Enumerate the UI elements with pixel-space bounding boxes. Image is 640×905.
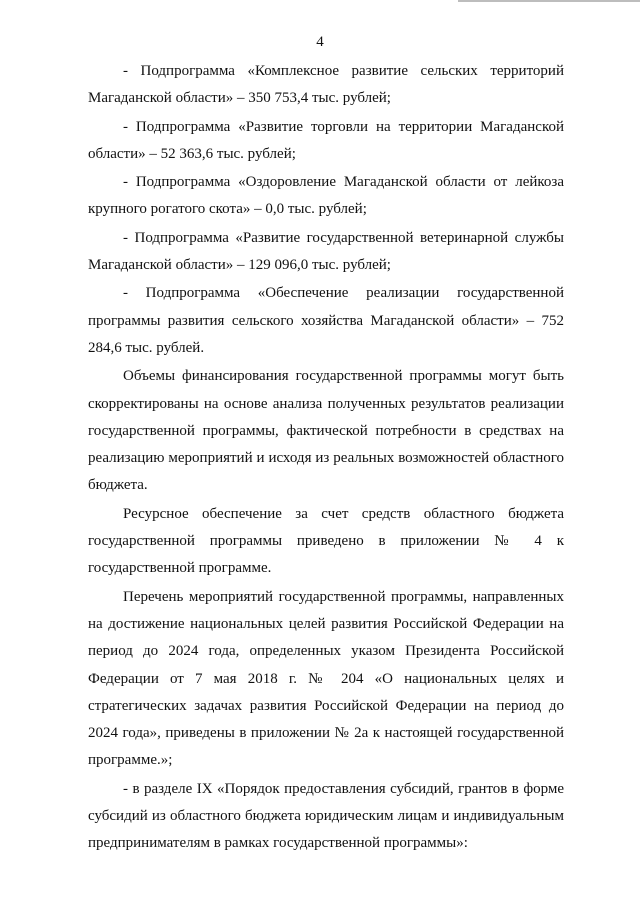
document-body <box>88 58 564 858</box>
page-number: 4 <box>316 34 324 50</box>
paragraph-subprogram-rural: - Подпрограмма «Комплексное развитие сельских территорий Магаданской области» – 350 753,4 тыс. рублей; <box>88 63 564 107</box>
paragraph-measures-list: Перечень мероприятий государственной программы, направленных на достижение национальных целей развития Российской Федерации на период до 2024 года, определенных указом Президента Российской Федерации от 7 мая 2018 г. № 204 «О национальных целях и стратегических задачах развития Российской Федерации на период до 2024 года», приведены в приложении № 2а к настоящей государственной программе.»; <box>88 588 564 769</box>
paragraph-subprogram-implementation: - Подпрограмма «Обеспечение реализации государственной программы развития сельского хозяйства Магаданской области» – 752 284,6 тыс. рублей. <box>88 285 564 356</box>
paragraph-subprogram-trade: - Подпрограмма «Развитие торговли на территории Магаданской области» – 52 363,6 тыс. рублей; <box>88 118 564 162</box>
paragraph-financing-volumes: Объемы финансирования государственной программы могут быть скорректированы на основе анализа полученных результатов реализации государственной программы, фактической потребности в средствах на реализацию мероприятий и исходя из реальных возможностей областного бюджета. <box>88 368 564 494</box>
paragraph-subprogram-leukosis: - Подпрограмма «Оздоровление Магаданской области от лейкоза крупного рогатого скота» – 0,0 тыс. рублей; <box>88 174 564 218</box>
paragraph-section-ix: - в разделе IX «Порядок предоставления субсидий, грантов в форме субсидий из областного бюджета юридическим лицам и индивидуальным предпринимателям в рамках государственной программы»: <box>88 780 564 852</box>
paragraph-resource-provision: Ресурсное обеспечение за счет средств областного бюджета государственной программы приведено в приложении № 4 к государственной программе. <box>88 505 564 577</box>
top-edge-line <box>458 0 640 2</box>
paragraph-subprogram-veterinary: - Подпрограмма «Развитие государственной ветеринарной службы Магаданской области» – 129 096,0 тыс. рублей; <box>88 229 564 274</box>
